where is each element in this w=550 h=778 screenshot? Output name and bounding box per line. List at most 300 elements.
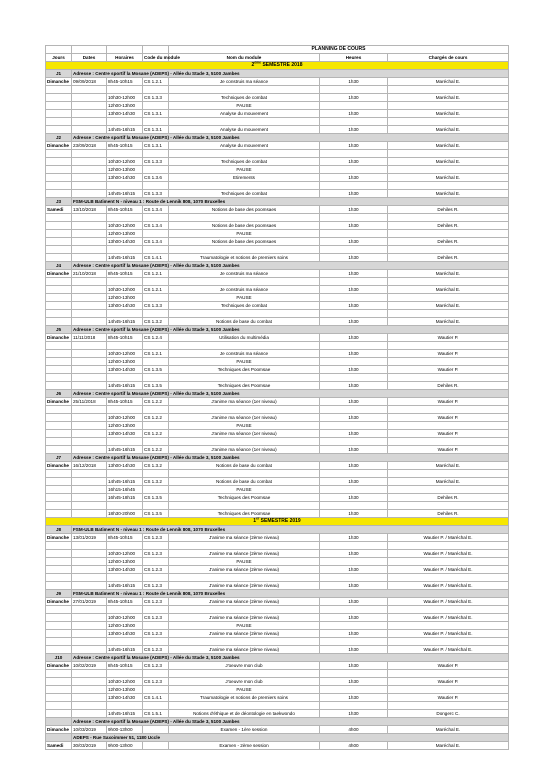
- instructor-cell: Wautier P.: [388, 414, 509, 422]
- schedule-row: [46, 358, 509, 366]
- module-name-cell: Notions de base du combat: [169, 462, 320, 470]
- time-cell: 8h45-10h15: [107, 398, 143, 406]
- time-cell: 14h45-16h15: [107, 382, 143, 390]
- session-address: Adresse : Centre sportif la Mosane (ADEPS) - Allée du Stade 3, 5100 Jambes: [72, 262, 509, 270]
- hours-cell: 1h30: [320, 350, 388, 358]
- instructor-cell: Wautier P. / Maréchal E.: [388, 598, 509, 606]
- time-cell: 14h45-16h15: [107, 318, 143, 326]
- module-name-cell: Techniques de combat: [169, 158, 320, 166]
- time-cell: 12h00-13h00: [107, 358, 143, 366]
- instructor-cell: [388, 670, 509, 678]
- date-cell: [72, 678, 107, 686]
- time-cell: [107, 606, 143, 614]
- instructor-cell: [388, 638, 509, 646]
- time-cell: 13h00-14h30: [107, 174, 143, 182]
- module-code-cell: [143, 726, 169, 734]
- schedule-row: [46, 206, 509, 214]
- hours-cell: [320, 406, 388, 414]
- time-cell: 12h00-13h00: [107, 294, 143, 302]
- instructor-cell: Wautier P. / Maréchal E.: [388, 630, 509, 638]
- instructor-cell: [388, 310, 509, 318]
- hours-cell: [320, 606, 388, 614]
- instructor-cell: Wautier P.: [388, 398, 509, 406]
- instructor-cell: Wautier P.: [388, 350, 509, 358]
- module-name-cell: J'anime ma séance (1er niveau): [169, 398, 320, 406]
- day-cell: [46, 222, 72, 230]
- date-cell: [72, 478, 107, 486]
- module-name-cell: Techniques des Poomsae: [169, 510, 320, 518]
- day-cell: Dimanche: [46, 726, 72, 734]
- module-code-cell: [143, 542, 169, 550]
- hours-cell: [320, 574, 388, 582]
- hours-cell: 1h30: [320, 222, 388, 230]
- module-code-cell: [143, 342, 169, 350]
- module-code-cell: [143, 230, 169, 238]
- date-cell: [72, 310, 107, 318]
- hours-cell: 1h30: [320, 318, 388, 326]
- instructor-cell: Dongerc C.: [388, 710, 509, 718]
- day-cell: [46, 702, 72, 710]
- date-cell: [72, 494, 107, 502]
- session-address: FSM-ULB Batiment N - niveau 1 : Route de Lennik 808, 1070 Bruxelles: [72, 526, 509, 534]
- time-cell: 10h30-12h00: [107, 94, 143, 102]
- date-cell: 16/12/2018: [72, 462, 107, 470]
- module-name-cell: [169, 214, 320, 222]
- hours-cell: 1h30: [320, 366, 388, 374]
- planning-title: PLANNING DE COURS: [169, 46, 509, 54]
- module-name-cell: [169, 574, 320, 582]
- module-name-cell: Examen - 1ère session: [169, 726, 320, 734]
- date-cell: 21/10/2018: [72, 270, 107, 278]
- schedule-row: [46, 534, 509, 542]
- instructor-cell: Maréchal E.: [388, 318, 509, 326]
- date-cell: [72, 230, 107, 238]
- hours-cell: 1h30: [320, 334, 388, 342]
- time-cell: 14h45-16h15: [107, 446, 143, 454]
- module-name-cell: Techniques des Poomsae: [169, 494, 320, 502]
- hours-cell: [320, 310, 388, 318]
- day-cell: [46, 366, 72, 374]
- time-cell: [107, 542, 143, 550]
- schedule-row: [46, 270, 509, 278]
- schedule-row: [46, 142, 509, 150]
- date-cell: [72, 646, 107, 654]
- location-row: [46, 526, 509, 534]
- session-number: J7: [46, 454, 72, 462]
- schedule-row: [46, 574, 509, 582]
- day-cell: [46, 486, 72, 494]
- module-code-cell: CS 1.3.5: [143, 382, 169, 390]
- day-cell: [46, 710, 72, 718]
- hours-cell: [320, 278, 388, 286]
- hours-cell: 1h30: [320, 630, 388, 638]
- module-code-cell: CS 1.2.3: [143, 598, 169, 606]
- hours-cell: [320, 670, 388, 678]
- module-code-cell: [143, 118, 169, 126]
- session-address: FSM-ULB Batiment N - niveau 1 : Route de Lennik 808, 1070 Bruxelles: [72, 198, 509, 206]
- hours-cell: 1h30: [320, 110, 388, 118]
- module-code-cell: CS 1.3.1: [143, 110, 169, 118]
- hours-cell: [320, 166, 388, 174]
- date-cell: [72, 502, 107, 510]
- day-cell: [46, 182, 72, 190]
- instructor-cell: Wautier P. / Maréchal E.: [388, 566, 509, 574]
- date-cell: [72, 254, 107, 262]
- schedule-row: [46, 406, 509, 414]
- time-cell: [107, 438, 143, 446]
- module-name-cell: Notions d'éthique et de déontologie en taekwondo: [169, 710, 320, 718]
- date-cell: [72, 126, 107, 134]
- day-cell: [46, 406, 72, 414]
- date-cell: [72, 406, 107, 414]
- date-cell: 09/09/2018: [72, 78, 107, 86]
- module-name-cell: PAUSE: [169, 230, 320, 238]
- date-cell: [72, 214, 107, 222]
- schedule-row: [46, 118, 509, 126]
- date-cell: [72, 342, 107, 350]
- module-code-cell: CS 1.3.3: [143, 94, 169, 102]
- session-address: Adresse : Centre sportif la Mosane (ADEPS) - Allée du Stade 3, 5100 Jambes: [72, 326, 509, 334]
- module-code-cell: [143, 406, 169, 414]
- hours-cell: [320, 118, 388, 126]
- date-cell: [72, 614, 107, 622]
- instructor-cell: [388, 686, 509, 694]
- hours-cell: [320, 358, 388, 366]
- instructor-cell: [388, 230, 509, 238]
- module-code-cell: [143, 182, 169, 190]
- time-cell: [107, 150, 143, 158]
- date-cell: 27/01/2019: [72, 598, 107, 606]
- instructor-cell: [388, 606, 509, 614]
- day-cell: [46, 158, 72, 166]
- date-cell: [72, 702, 107, 710]
- date-cell: [72, 302, 107, 310]
- semester-suffix: er: [256, 516, 260, 521]
- hours-cell: [320, 622, 388, 630]
- schedule-row: [46, 614, 509, 622]
- day-cell: [46, 318, 72, 326]
- hours-cell: 4h00: [320, 726, 388, 734]
- time-cell: 14h45-16h15: [107, 126, 143, 134]
- hours-cell: [320, 214, 388, 222]
- date-cell: [72, 110, 107, 118]
- module-name-cell: [169, 150, 320, 158]
- instructor-cell: [388, 166, 509, 174]
- header-horaires: Horaires: [107, 54, 143, 62]
- time-cell: 8h45-10h15: [107, 142, 143, 150]
- date-cell: [72, 118, 107, 126]
- time-cell: [107, 342, 143, 350]
- time-cell: 8h45-10h15: [107, 662, 143, 670]
- instructor-cell: [388, 118, 509, 126]
- module-code-cell: CS 1.2.3: [143, 582, 169, 590]
- module-code-cell: [143, 622, 169, 630]
- schedule-row: [46, 350, 509, 358]
- instructor-cell: Wautier P.: [388, 430, 509, 438]
- schedule-row: [46, 190, 509, 198]
- time-cell: 10h30-12h00: [107, 286, 143, 294]
- module-name-cell: Notions de base des poomsaes: [169, 222, 320, 230]
- hours-cell: 1h30: [320, 478, 388, 486]
- day-cell: [46, 126, 72, 134]
- schedule-row: [46, 622, 509, 630]
- hours-cell: 1h30: [320, 534, 388, 542]
- location-row: [46, 734, 509, 742]
- time-cell: 13h00-14h30: [107, 366, 143, 374]
- hours-cell: 1h30: [320, 430, 388, 438]
- module-code-cell: [143, 686, 169, 694]
- instructor-cell: [388, 246, 509, 254]
- module-code-cell: [143, 86, 169, 94]
- hours-cell: 1h30: [320, 174, 388, 182]
- hours-cell: 1h30: [320, 238, 388, 246]
- schedule-row: [46, 630, 509, 638]
- module-code-cell: [143, 606, 169, 614]
- hours-cell: [320, 686, 388, 694]
- hours-cell: 1h30: [320, 382, 388, 390]
- day-cell: [46, 638, 72, 646]
- instructor-cell: [388, 86, 509, 94]
- schedule-row: [46, 182, 509, 190]
- schedule-row: [46, 222, 509, 230]
- schedule-row: [46, 294, 509, 302]
- module-code-cell: CS 1.2.3: [143, 646, 169, 654]
- time-cell: [107, 214, 143, 222]
- time-cell: 10h30-12h00: [107, 678, 143, 686]
- time-cell: 12h00-13h00: [107, 686, 143, 694]
- instructor-cell: [388, 358, 509, 366]
- date-cell: [72, 190, 107, 198]
- module-code-cell: [143, 558, 169, 566]
- hours-cell: 1h30: [320, 494, 388, 502]
- date-cell: [72, 382, 107, 390]
- schedule-row: [46, 566, 509, 574]
- hours-cell: [320, 294, 388, 302]
- schedule-row: [46, 582, 509, 590]
- day-cell: [46, 214, 72, 222]
- module-name-cell: Traumatologie et notions de premiers soins: [169, 254, 320, 262]
- location-row: [46, 326, 509, 334]
- time-cell: 10h30-12h00: [107, 550, 143, 558]
- hours-cell: 1h30: [320, 142, 388, 150]
- instructor-cell: Maréchal E.: [388, 302, 509, 310]
- day-cell: Dimanche: [46, 78, 72, 86]
- hours-cell: 1h30: [320, 566, 388, 574]
- module-name-cell: Analyse du mouvement: [169, 110, 320, 118]
- instructor-cell: Wautier P. / Maréchal E.: [388, 534, 509, 542]
- schedule-row: [46, 702, 509, 710]
- day-cell: [46, 230, 72, 238]
- schedule-row: [46, 478, 509, 486]
- hours-cell: 1h30: [320, 270, 388, 278]
- time-cell: 13h00-14h30: [107, 110, 143, 118]
- session-number: J5: [46, 326, 72, 334]
- semester-text: SEMESTRE 2018: [261, 62, 303, 68]
- instructor-cell: Dehiles R.: [388, 238, 509, 246]
- time-cell: [107, 86, 143, 94]
- module-code-cell: CS 1.3.6: [143, 174, 169, 182]
- header-code-module: Code du module: [144, 54, 180, 60]
- schedule-row: [46, 422, 509, 430]
- module-code-cell: CS 1.3.4: [143, 238, 169, 246]
- instructor-cell: Wautier P. / Maréchal E.: [388, 582, 509, 590]
- module-code-cell: [143, 638, 169, 646]
- time-cell: [107, 670, 143, 678]
- module-code-cell: CS 1.2.1: [143, 286, 169, 294]
- day-cell: [46, 102, 72, 110]
- date-cell: [72, 638, 107, 646]
- instructor-cell: Wautier P. / Maréchal E.: [388, 646, 509, 654]
- time-cell: [107, 278, 143, 286]
- instructor-cell: [388, 342, 509, 350]
- module-name-cell: Analyse du mouvement: [169, 126, 320, 134]
- date-cell: [72, 430, 107, 438]
- day-cell: Dimanche: [46, 534, 72, 542]
- session-number: J2: [46, 134, 72, 142]
- date-cell: [72, 438, 107, 446]
- semester-suffix: ème: [254, 60, 262, 65]
- semester-label: [46, 518, 509, 526]
- date-cell: [72, 358, 107, 366]
- schedule-row: [46, 374, 509, 382]
- time-cell: [107, 118, 143, 126]
- schedule-body: [46, 62, 509, 750]
- hours-cell: [320, 150, 388, 158]
- schedule-row: [46, 438, 509, 446]
- date-cell: [72, 350, 107, 358]
- instructor-cell: [388, 406, 509, 414]
- day-cell: [46, 566, 72, 574]
- module-name-cell: Techniques de combat: [169, 190, 320, 198]
- semester-ordinal: 1: [253, 518, 257, 524]
- time-cell: 12h00-13h00: [107, 166, 143, 174]
- day-cell: Dimanche: [46, 334, 72, 342]
- module-code-cell: CS 1.3.3: [143, 158, 169, 166]
- time-cell: [107, 702, 143, 710]
- module-name-cell: J'anime ma séance (1er niveau): [169, 446, 320, 454]
- schedule-row: [46, 158, 509, 166]
- schedule-row: [46, 214, 509, 222]
- planning-title-row: [46, 46, 509, 54]
- header-nom-module: Nom du module: [169, 54, 320, 62]
- location-row: [46, 590, 509, 598]
- date-cell: [72, 238, 107, 246]
- schedule-row: [46, 550, 509, 558]
- module-name-cell: PAUSE: [169, 294, 320, 302]
- time-cell: 8h45-10h15: [107, 270, 143, 278]
- instructor-cell: [388, 502, 509, 510]
- module-name-cell: J'oeuvre mon club: [169, 678, 320, 686]
- instructor-cell: Maréchal E.: [388, 190, 509, 198]
- module-code-cell: [143, 574, 169, 582]
- day-cell: [46, 686, 72, 694]
- module-code-cell: CS 1.3.4: [143, 222, 169, 230]
- schedule-row: [46, 686, 509, 694]
- time-cell: 13h00-14h30: [107, 430, 143, 438]
- schedule-row: [46, 86, 509, 94]
- date-cell: 13/10/2018: [72, 206, 107, 214]
- module-name-cell: J'anime ma séance (2ème niveau): [169, 646, 320, 654]
- schedule-row: [46, 246, 509, 254]
- time-cell: 12h00-13h00: [107, 230, 143, 238]
- module-code-cell: CS 1.3.4: [143, 206, 169, 214]
- instructor-cell: [388, 574, 509, 582]
- time-cell: 9h00-13h00: [107, 742, 143, 750]
- hours-cell: 1h30: [320, 94, 388, 102]
- module-name-cell: [169, 374, 320, 382]
- module-code-cell: CS 1.2.3: [143, 678, 169, 686]
- module-name-cell: Techniques de combat: [169, 94, 320, 102]
- location-row: [46, 134, 509, 142]
- semester-row: [46, 62, 509, 70]
- time-cell: 8h45-10h15: [107, 78, 143, 86]
- module-name-cell: Techniques des Poomsae: [169, 382, 320, 390]
- time-cell: [107, 502, 143, 510]
- header-heures: Heures: [320, 54, 388, 62]
- module-name-cell: J'anime ma séance (2ème niveau): [169, 614, 320, 622]
- module-code-cell: CS 1.3.5: [143, 494, 169, 502]
- hours-cell: [320, 342, 388, 350]
- day-cell: [46, 246, 72, 254]
- instructor-cell: Dehiles R.: [388, 494, 509, 502]
- hours-cell: 1h30: [320, 598, 388, 606]
- session-number: [46, 734, 72, 742]
- schedule-row: [46, 302, 509, 310]
- hours-cell: 1h30: [320, 694, 388, 702]
- date-cell: [72, 94, 107, 102]
- module-code-cell: [143, 374, 169, 382]
- module-name-cell: Notions de base du combat: [169, 318, 320, 326]
- semester-row: [46, 518, 509, 526]
- module-code-cell: CS 1.2.2: [143, 398, 169, 406]
- date-cell: [72, 542, 107, 550]
- module-name-cell: Analyse du mouvement: [169, 142, 320, 150]
- day-cell: [46, 278, 72, 286]
- module-name-cell: J'anime ma séance (2ème niveau): [169, 534, 320, 542]
- schedule-row: [46, 646, 509, 654]
- time-cell: 8h45-10h15: [107, 334, 143, 342]
- module-name-cell: PAUSE: [169, 422, 320, 430]
- instructor-cell: Wautier P.: [388, 694, 509, 702]
- schedule-row: [46, 94, 509, 102]
- date-cell: [72, 670, 107, 678]
- date-cell: 25/11/2018: [72, 398, 107, 406]
- schedule-row: [46, 502, 509, 510]
- module-code-cell: CS 1.2.2: [143, 430, 169, 438]
- module-code-cell: [143, 246, 169, 254]
- date-cell: [72, 414, 107, 422]
- module-name-cell: Je construis ma séance: [169, 286, 320, 294]
- time-cell: 16h45-18h15: [107, 494, 143, 502]
- date-cell: 30/03/2019: [72, 742, 107, 750]
- time-cell: 13h00-14h30: [107, 462, 143, 470]
- day-cell: [46, 678, 72, 686]
- day-cell: Dimanche: [46, 142, 72, 150]
- module-code-cell: CS 1.2.3: [143, 566, 169, 574]
- module-code-cell: [143, 150, 169, 158]
- module-name-cell: PAUSE: [169, 622, 320, 630]
- schedule-row: [46, 446, 509, 454]
- day-cell: [46, 150, 72, 158]
- time-cell: [107, 470, 143, 478]
- module-name-cell: J'anime ma séance (1er niveau): [169, 430, 320, 438]
- module-code-cell: CS 1.2.3: [143, 662, 169, 670]
- hours-cell: 1h30: [320, 678, 388, 686]
- hours-cell: 1h30: [320, 158, 388, 166]
- day-cell: [46, 294, 72, 302]
- hours-cell: [320, 702, 388, 710]
- module-name-cell: [169, 606, 320, 614]
